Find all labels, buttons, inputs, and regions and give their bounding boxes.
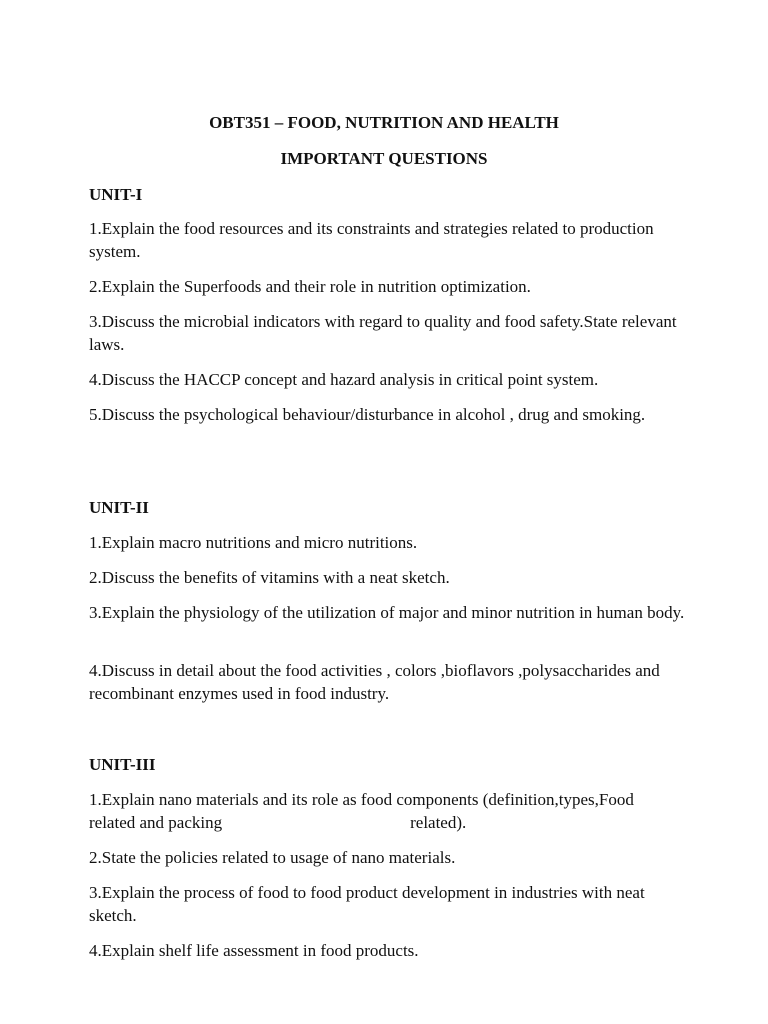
unit-3-question-2: 2.State the policies related to usage of nano materials. xyxy=(89,848,456,867)
unit-1-question-5: 5.Discuss the psychological behaviour/disturbance in alcohol , drug and smoking. xyxy=(89,405,646,424)
unit-2-question-3: 3.Explain the physiology of the utilization of major and minor nutrition in human body. xyxy=(89,603,685,622)
unit-1-heading: UNIT-I xyxy=(89,185,143,204)
unit-2-heading: UNIT-II xyxy=(89,498,149,517)
unit-2-question-4: 4.Discuss in detail about the food activities , colors ,bioflavors ,polysaccharides and recombinant enzymes used in food industry. xyxy=(89,661,660,703)
unit-3-question-1-line-2 xyxy=(89,811,466,834)
unit-1-question-3: 3.Discuss the microbial indicators with regard to quality and food safety.State relevant laws. xyxy=(89,312,677,354)
unit-3-question-4: 4.Explain shelf life assessment in food products. xyxy=(89,941,419,960)
unit-2-question-2: 2.Discuss the benefits of vitamins with a neat sketch. xyxy=(89,568,450,587)
unit-3-question-3: 3.Explain the process of food to food product development in industries with neat sketch. xyxy=(89,883,645,925)
unit-3-question-1-line-2-right: related). xyxy=(410,813,467,832)
unit-3-heading: UNIT-III xyxy=(89,755,156,774)
document-subtitle: IMPORTANT QUESTIONS xyxy=(280,149,488,168)
document-title: OBT351 – FOOD, NUTRITION AND HEALTH xyxy=(209,113,559,132)
unit-3-question-1-line-2-left: related and packing xyxy=(89,813,223,832)
unit-1-question-4: 4.Discuss the HACCP concept and hazard analysis in critical point system. xyxy=(89,370,599,389)
unit-1-question-1: 1.Explain the food resources and its constraints and strategies related to production system. xyxy=(89,219,654,261)
unit-1-question-2: 2.Explain the Superfoods and their role in nutrition optimization. xyxy=(89,277,531,296)
unit-2-question-1: 1.Explain macro nutritions and micro nutritions. xyxy=(89,533,418,552)
unit-3-question-1-line-1: 1.Explain nano materials and its role as food components (definition,types,Food xyxy=(89,790,634,809)
